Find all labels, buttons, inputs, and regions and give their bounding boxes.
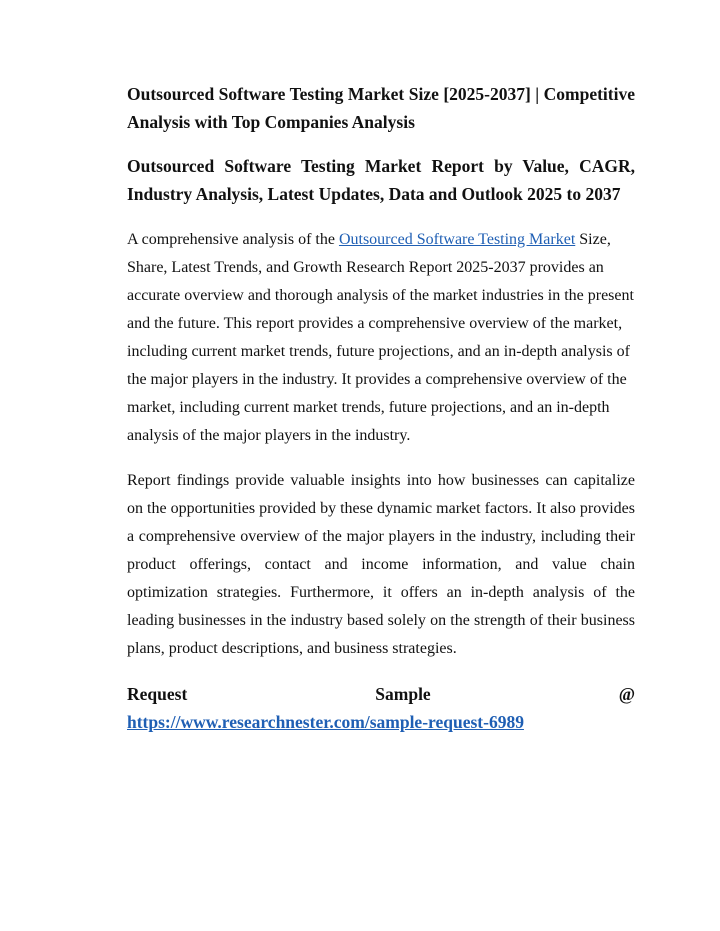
document-title: Outsourced Software Testing Market Size [2025-2037] | Competitive Analysis with Top Companies Analysis bbox=[127, 84, 635, 132]
sample-label: Sample bbox=[375, 684, 431, 704]
intro-paragraph bbox=[127, 226, 635, 450]
at-symbol: @ bbox=[618, 684, 635, 704]
document-page bbox=[127, 80, 635, 736]
sample-request-link[interactable]: https://www.researchnester.com/sample-request-6989 bbox=[127, 712, 524, 732]
request-label: Request bbox=[127, 684, 188, 704]
document-subtitle: Outsourced Software Testing Market Report by Value, CAGR, Industry Analysis, Latest Updates, Data and Outlook 2025 to 2037 bbox=[127, 156, 635, 204]
findings-paragraph: Report findings provide valuable insights into how businesses can capitalize on the opportunities provided by these dynamic market factors. It also provides a comprehensive overview of the major players in the industry, including their product offerings, contact and income information, and value chain optimization strategies. Furthermore, it offers an in-depth analysis of the leading businesses in the industry based solely on the strength of their business plans, product descriptions, and business strategies. bbox=[127, 472, 635, 657]
request-sample-line bbox=[127, 680, 635, 708]
market-report-link[interactable]: Outsourced Software Testing Market bbox=[338, 231, 576, 248]
intro-text-before: A comprehensive analysis of the bbox=[127, 231, 339, 248]
intro-text-after: Size, Share, Latest Trends, and Growth Research Report 2025-2037 provides an accurate overview and thorough analysis of the market industries in the present and the future. This report provides a comprehensive overview of the market, including current market trends, future projections, and an in-depth analysis of the major players in the industry. It provides a comprehensive overview of the market, including current market trends, future projections, and an in-depth analysis of the major players in the industry. bbox=[127, 231, 634, 444]
